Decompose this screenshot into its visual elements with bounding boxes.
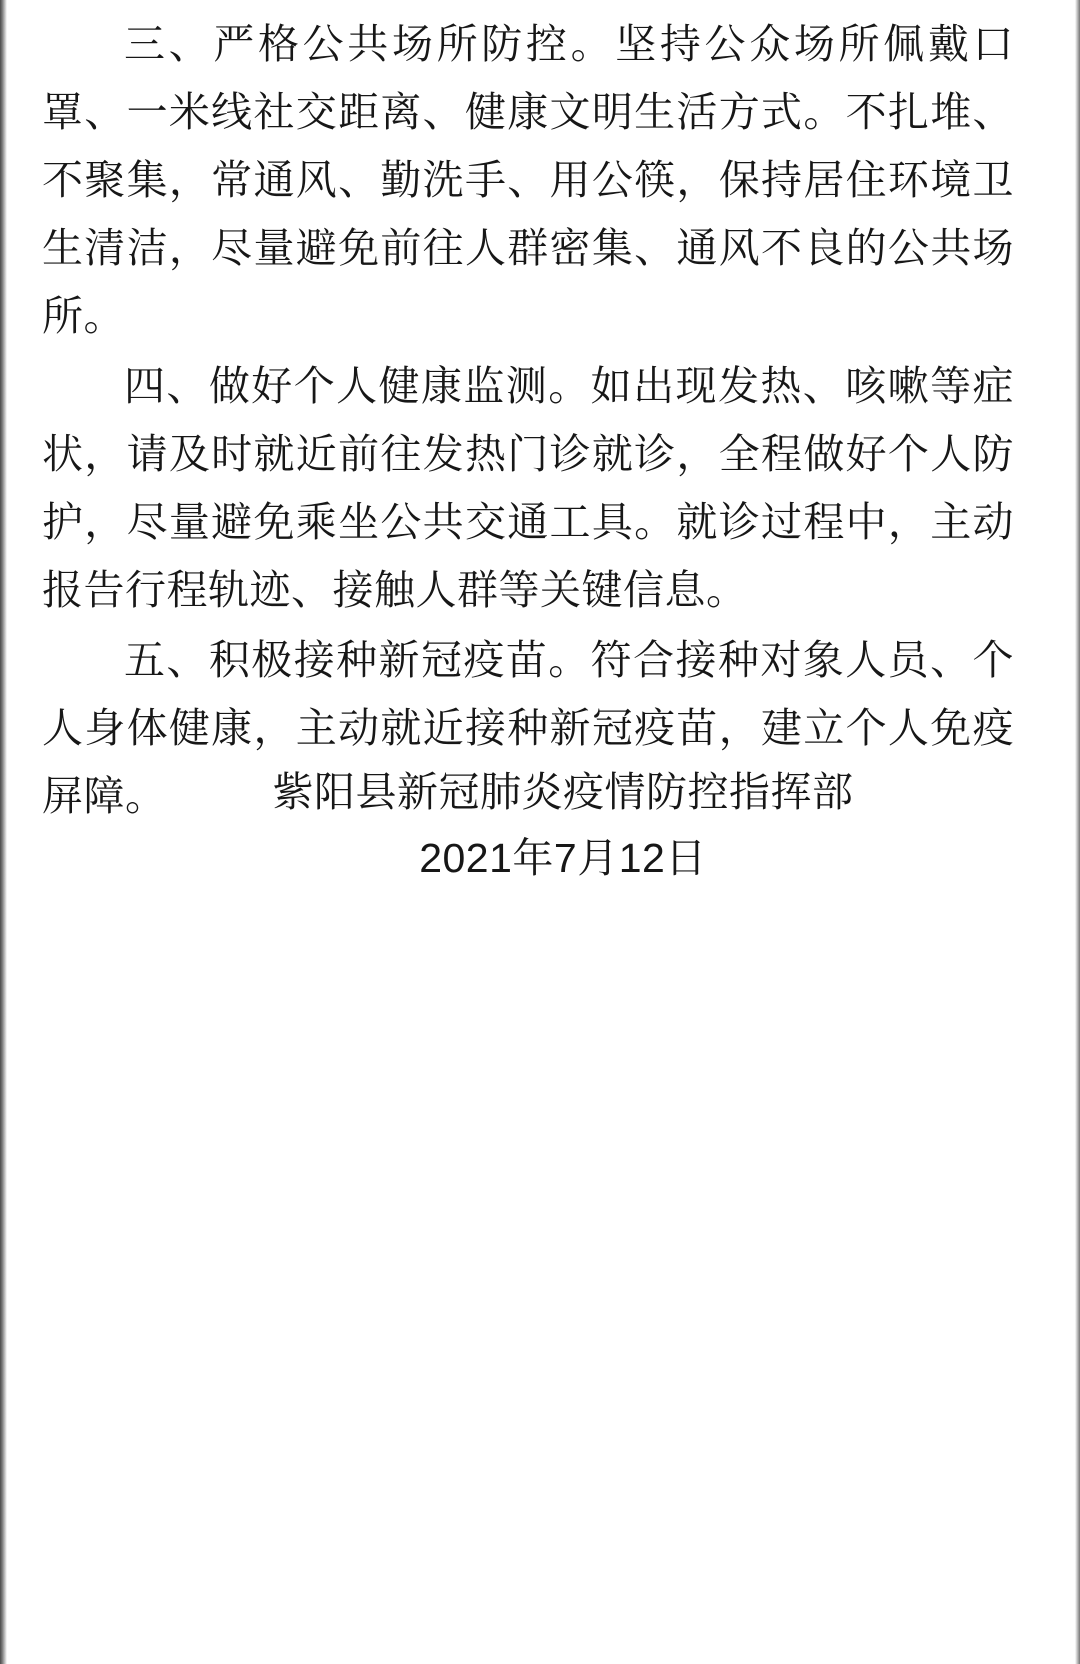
- issue-date: 2021年7月12日: [419, 835, 707, 881]
- page-left-edge-shadow: [0, 0, 7, 1664]
- page-right-edge-shadow: [1075, 0, 1080, 1664]
- paragraph-three: 三、严格公共场所防控。坚持公众场所佩戴口罩、一米线社交距离、健康文明生活方式。不扎堆、不聚集，常通风、勤洗手、用公筷，保持居住环境卫生清洁，尽量避免前往人群密集、通风不良的公共场所。: [42, 21, 1014, 339]
- issuing-organization: 紫阳县新冠肺炎疫情防控指挥部: [272, 769, 854, 815]
- signature-block: [42, 762, 1014, 888]
- document-body: [42, 10, 1014, 832]
- paragraph-four: 四、做好个人健康监测。如出现发热、咳嗽等症状，请及时就近前往发热门诊就诊，全程做好个人防护，尽量避免乘坐公共交通工具。就诊过程中，主动报告行程轨迹、接触人群等关键信息。: [42, 363, 1014, 613]
- paragraph-five: 五、积极接种新冠疫苗。符合接种对象人员、个人身体健康，主动就近接种新冠疫苗，建立个人免疫屏障。: [42, 637, 1014, 819]
